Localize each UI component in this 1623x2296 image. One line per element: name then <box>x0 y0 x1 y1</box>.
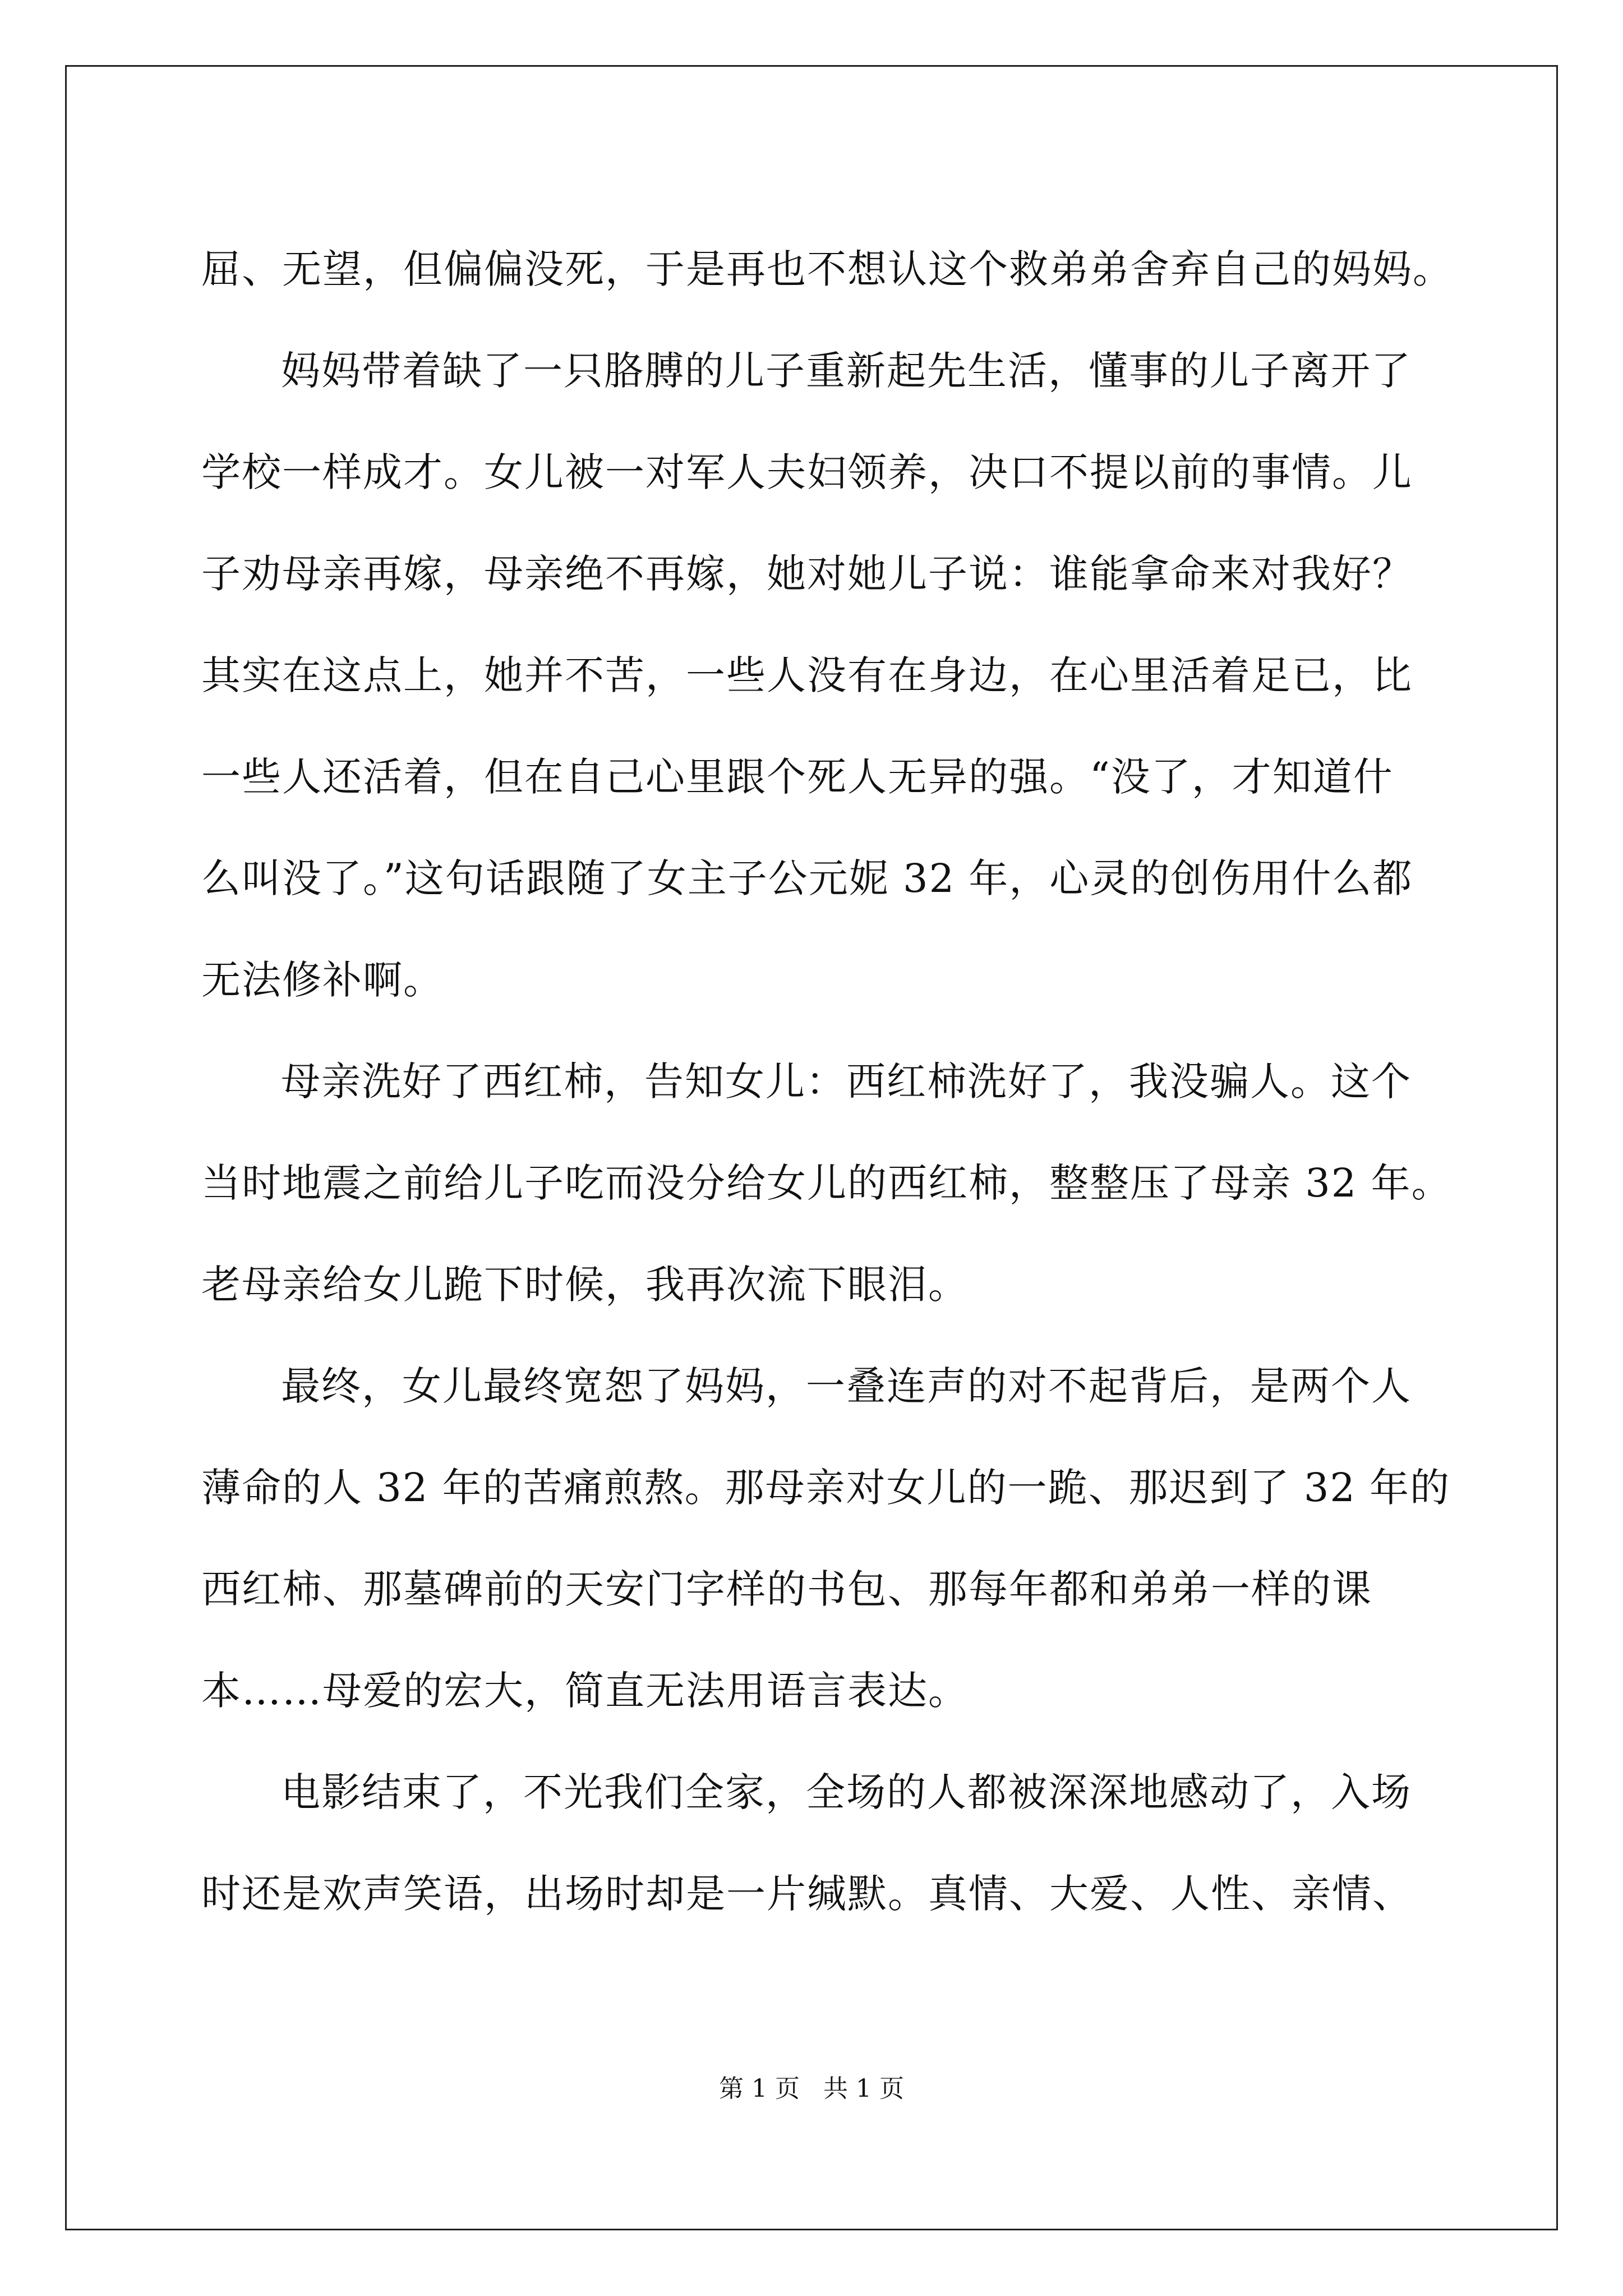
text-line: 老母亲给女儿跪下时候，我再次流下眼泪。 <box>201 1262 969 1308</box>
text-line: 妈妈带着缺了一只胳膊的儿子重新起先生活，懂事的儿子离开了 <box>281 348 1412 394</box>
text-line: 么叫没了。”这句话跟随了女主子公元妮 32 年，心灵的创伤用什么都 <box>201 855 1413 901</box>
text-line: 一些人还活着，但在自己心里跟个死人无异的强。“没了，才知道什 <box>201 754 1394 800</box>
text-line: 时还是欢声笑语，出场时却是一片缄默。真情、大爱、人性、亲情、 <box>201 1871 1413 1917</box>
text-line: 学校一样成才。女儿被一对军人夫妇领养，决口不提以前的事情。儿 <box>201 449 1413 495</box>
page-footer: 第 1 页 共 1 页 <box>719 2074 904 2103</box>
text-line: 西红柿、那墓碑前的天安门字样的书包、那每年都和弟弟一样的课 <box>201 1566 1372 1612</box>
text-line: 无法修补啊。 <box>201 957 444 1003</box>
text-line: 屈、无望，但偏偏没死，于是再也不想认这个救弟弟舍弃自己的妈妈。 <box>201 246 1453 292</box>
text-line: 母亲洗好了西红柿，告知女儿：西红柿洗好了，我没骗人。这个 <box>281 1059 1412 1105</box>
text-line: 其实在这点上，她并不苦，一些人没有在身边，在心里活着足已，比 <box>201 652 1413 698</box>
text-line: 电影结束了，不光我们全家，全场的人都被深深地感动了，入场 <box>281 1769 1412 1815</box>
text-line: 子劝母亲再嫁，母亲绝不再嫁，她对她儿子说：谁能拿命来对我好？ <box>201 551 1413 597</box>
text-line: 本……母爱的宏大，简直无法用语言表达。 <box>201 1668 969 1714</box>
document-body <box>201 219 1453 1945</box>
text-line: 最终，女儿最终宽恕了妈妈，一叠连声的对不起背后，是两个人 <box>281 1363 1412 1409</box>
text-line: 当时地震之前给儿子吃而没分给女儿的西红柿，整整压了母亲 32 年。 <box>201 1160 1452 1206</box>
text-line: 薄命的人 32 年的苦痛煎熬。那母亲对女儿的一跪、那迟到了 32 年的 <box>201 1465 1451 1511</box>
